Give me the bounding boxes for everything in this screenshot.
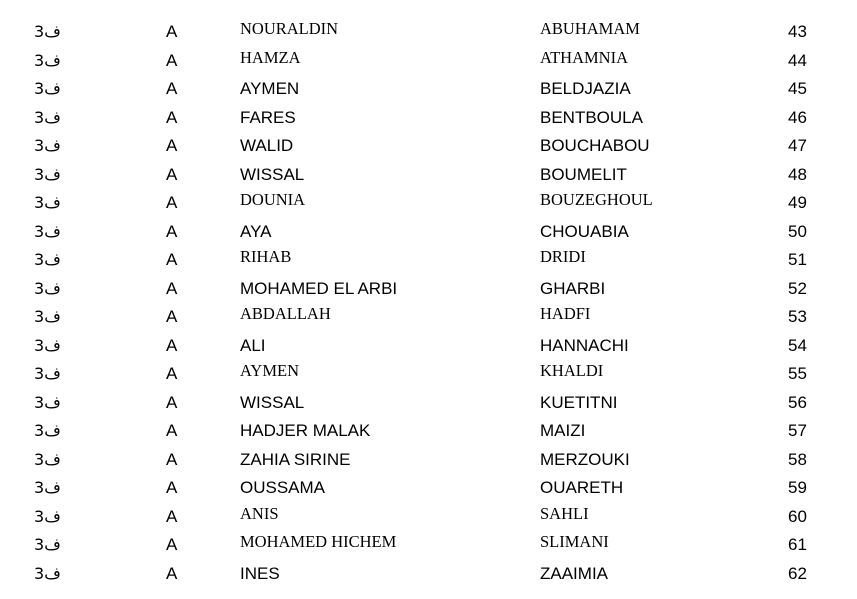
section-cell: A (166, 278, 178, 298)
group-cell: ف3 (34, 221, 61, 241)
table-row (0, 360, 857, 389)
table-row (0, 503, 857, 532)
number-cell: 54 (788, 335, 807, 355)
number-cell: 57 (788, 421, 807, 440)
table-row (0, 18, 857, 47)
table-row (0, 332, 857, 361)
section-cell: A (166, 164, 178, 184)
number-cell: 46 (788, 107, 807, 127)
section-cell: A (166, 392, 178, 412)
number-cell: 49 (788, 193, 807, 212)
number-cell: 59 (788, 478, 807, 497)
last-name-cell: MERZOUKI (540, 449, 630, 469)
first-name-cell: DOUNIA (240, 190, 306, 209)
first-name-cell: ANIS (240, 503, 279, 523)
first-name-cell: RIHAB (240, 247, 292, 266)
last-name-cell: BOUCHABOU (540, 136, 650, 155)
section-cell: A (166, 535, 178, 554)
first-name-cell: OUSSAMA (240, 478, 326, 497)
group-cell: ف3 (34, 164, 61, 184)
group-cell: ف3 (34, 563, 61, 583)
number-cell: 58 (788, 449, 807, 469)
number-cell: 62 (788, 563, 807, 583)
table-row (0, 275, 857, 304)
number-cell: 60 (788, 506, 807, 526)
first-name-cell: ALI (240, 335, 266, 355)
last-name-cell: ATHAMNIA (540, 47, 628, 67)
table-row (0, 161, 857, 190)
first-name-cell: ABDALLAH (240, 304, 331, 323)
group-cell: ف3 (34, 50, 61, 70)
number-cell: 48 (788, 164, 807, 184)
first-name-cell: FARES (240, 107, 296, 127)
number-cell: 50 (788, 221, 807, 241)
last-name-cell: BENTBOULA (540, 107, 643, 127)
first-name-cell: AYA (240, 221, 272, 241)
first-name-cell: WISSAL (240, 164, 305, 184)
table-row (0, 560, 857, 589)
table-row (0, 446, 857, 475)
last-name-cell: BOUZEGHOUL (540, 190, 653, 209)
number-cell: 43 (788, 22, 807, 41)
group-cell: ف3 (34, 193, 61, 212)
last-name-cell: ABUHAMAM (540, 19, 640, 38)
table-row (0, 75, 857, 104)
group-cell: ف3 (34, 449, 61, 469)
group-cell: ف3 (34, 478, 61, 497)
number-cell: 51 (788, 250, 807, 269)
last-name-cell: KHALDI (540, 361, 604, 380)
section-cell: A (166, 221, 178, 241)
section-cell: A (166, 449, 178, 469)
last-name-cell: CHOUABIA (540, 221, 629, 241)
section-cell: A (166, 421, 178, 440)
table-row (0, 417, 857, 446)
section-cell: A (166, 335, 178, 355)
first-name-cell: MOHAMED EL ARBI (240, 278, 398, 298)
section-cell: A (166, 307, 178, 326)
number-cell: 52 (788, 278, 807, 298)
group-cell: ف3 (34, 535, 61, 554)
group-cell: ف3 (34, 278, 61, 298)
last-name-cell: SAHLI (540, 503, 589, 523)
number-cell: 47 (788, 136, 807, 155)
last-name-cell: HANNACHI (540, 335, 629, 355)
last-name-cell: HADFI (540, 304, 591, 323)
group-cell: ف3 (34, 107, 61, 127)
section-cell: A (166, 22, 178, 41)
section-cell: A (166, 506, 178, 526)
section-cell: A (166, 79, 178, 98)
table-row (0, 246, 857, 275)
last-name-cell: BELDJAZIA (540, 79, 631, 98)
group-cell: ف3 (34, 335, 61, 355)
section-cell: A (166, 193, 178, 212)
group-cell: ف3 (34, 250, 61, 269)
table-row (0, 132, 857, 161)
group-cell: ف3 (34, 79, 61, 98)
student-list (0, 18, 857, 588)
group-cell: ف3 (34, 392, 61, 412)
section-cell: A (166, 107, 178, 127)
first-name-cell: MOHAMED HICHEM (240, 532, 397, 551)
table-row (0, 189, 857, 218)
first-name-cell: ZAHIA SIRINE (240, 449, 351, 469)
number-cell: 56 (788, 392, 807, 412)
group-cell: ف3 (34, 506, 61, 526)
last-name-cell: GHARBI (540, 278, 606, 298)
table-row (0, 218, 857, 247)
number-cell: 61 (788, 535, 807, 554)
section-cell: A (166, 563, 178, 583)
section-cell: A (166, 50, 178, 70)
first-name-cell: AYMEN (240, 79, 300, 98)
group-cell: ف3 (34, 136, 61, 155)
table-row (0, 474, 857, 503)
last-name-cell: OUARETH (540, 478, 624, 497)
first-name-cell: NOURALDIN (240, 19, 339, 38)
group-cell: ف3 (34, 421, 61, 440)
last-name-cell: MAIZI (540, 421, 586, 440)
table-row (0, 104, 857, 133)
group-cell: ف3 (34, 307, 61, 326)
last-name-cell: SLIMANI (540, 532, 609, 551)
number-cell: 45 (788, 79, 807, 98)
first-name-cell: AYMEN (240, 361, 299, 380)
last-name-cell: KUETITNI (540, 392, 618, 412)
last-name-cell: BOUMELIT (540, 164, 627, 184)
group-cell: ف3 (34, 22, 61, 41)
student-rows (0, 18, 857, 588)
table-row (0, 303, 857, 332)
section-cell: A (166, 478, 178, 497)
number-cell: 55 (788, 364, 807, 383)
section-cell: A (166, 136, 178, 155)
last-name-cell: DRIDI (540, 247, 586, 266)
last-name-cell: ZAAIMIA (540, 563, 609, 583)
section-cell: A (166, 364, 178, 383)
number-cell: 44 (788, 50, 807, 70)
first-name-cell: WISSAL (240, 392, 305, 412)
number-cell: 53 (788, 307, 807, 326)
group-cell: ف3 (34, 364, 61, 383)
first-name-cell: HAMZA (240, 47, 301, 67)
table-row (0, 47, 857, 76)
first-name-cell: HADJER MALAK (240, 421, 371, 440)
section-cell: A (166, 250, 178, 269)
first-name-cell: INES (240, 563, 280, 583)
table-row (0, 531, 857, 560)
table-row (0, 389, 857, 418)
first-name-cell: WALID (240, 136, 294, 155)
